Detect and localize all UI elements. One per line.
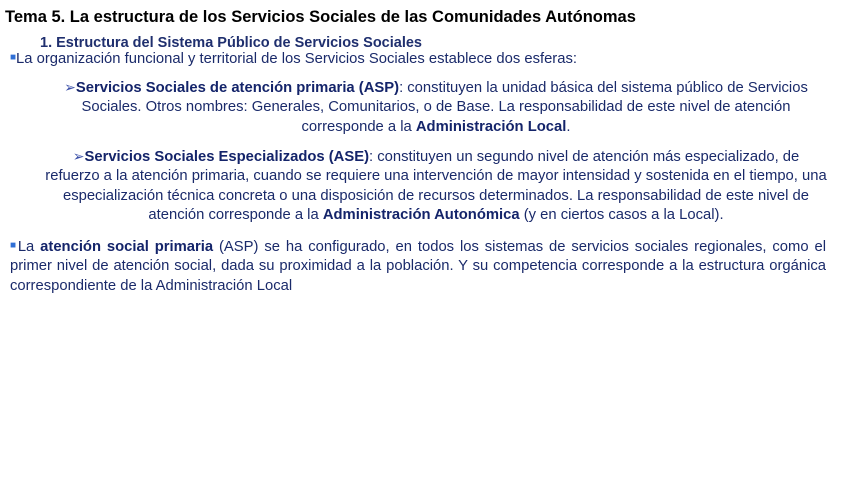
intro-text: La organización funcional y territorial de los Servicios Sociales establece dos esferas: [16,51,577,67]
final-term: atención social primaria [40,239,214,255]
ase-text: : constituyen un segundo nivel de atención más especializado, de refuerzo a la atención primaria, cuando se requiere una intervención de mayor intensidad y sostenida en el tiempo, una especialización técnica concreta o una disposición de recursos determinados. La responsabilidad de este nivel de atención corresponde a la [45,149,827,224]
ase-term: Servicios Sociales Especializados (ASE) [84,149,370,165]
square-bullet-icon: ■ [10,52,17,63]
intro-paragraph [10,48,840,69]
final-text: (ASP) se ha configurado, en todos los sistemas de servicios sociales regionales, como el primer nivel de atención social, dada su proximidad a la población. Y su competencia corresponde a la estructura orgánica correspondiente de la Administración Local [10,239,826,294]
final-paragraph [10,236,826,296]
ase-text-end: (y en ciertos casos a la Local). [519,207,724,224]
ase-paragraph [45,147,827,226]
asp-paragraph [45,78,827,137]
arrow-bullet-icon: ➢ [72,148,85,164]
square-bullet-icon: ■ [10,240,18,251]
page-title: Tema 5. La estructura de los Servicios Sociales de las Comunidades Autónomas [5,8,636,26]
arrow-bullet-icon: ➢ [64,79,76,95]
asp-term: Servicios Sociales de atención primaria (ASP) [75,80,400,96]
asp-text-end: . [566,118,571,135]
asp-text: : constituyen la unidad básica del sistema público de Servicios Sociales. Otros nombres: Generales, Comunitarios, o de Base. La responsabilidad de este nivel de atención corresponde a la [81,80,808,135]
ase-admin: Administración Autonómica [322,207,520,224]
asp-admin: Administración Local [415,118,567,135]
final-pre: La [17,239,41,255]
section-subtitle: 1. Estructura del Sistema Público de Servicios Sociales [40,35,422,51]
